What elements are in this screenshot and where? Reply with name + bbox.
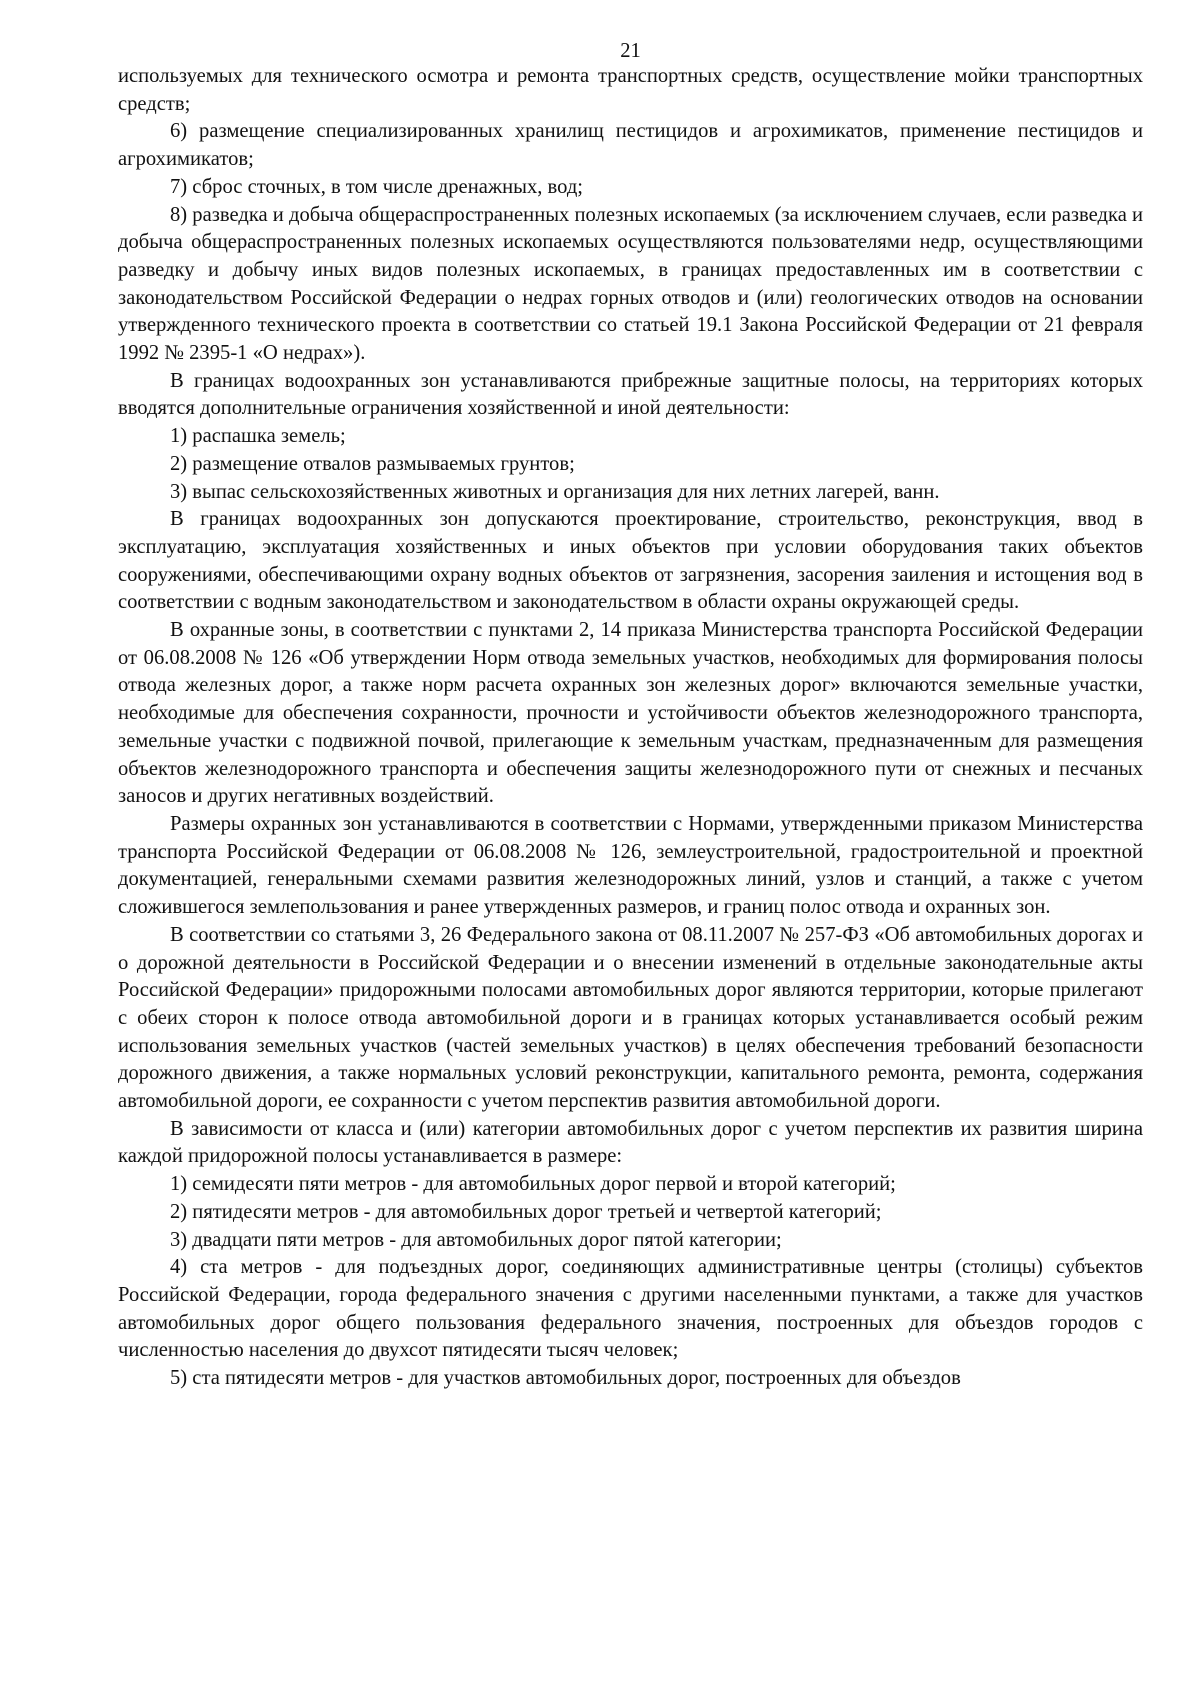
paragraph: 1) семидесяти пяти метров - для автомобильных дорог первой и второй категорий; <box>170 1173 896 1196</box>
paragraph: 4) ста метров - для подъездных дорог, соединяющих административные центры (столицы) субъектов Российской Федерации, города федерального значения с другими населенными пунктами, а также для участков автомобильных дорог общего пользования федерального значения, построенных для объездов городов с численностью населения до двухсот пятидесяти тысяч человек; <box>118 1256 1143 1362</box>
paragraph: В зависимости от класса и (или) категории автомобильных дорог с учетом перспектив их развития ширина каждой придорожной полосы устанавливается в размере: <box>118 1117 1143 1168</box>
paragraph: Размеры охранных зон устанавливаются в соответствии с Нормами, утвержденными приказом Министерства транспорта Российской Федерации от 06.08.2008 № 126, землеустроительной, градостроительной и проектной документацией, генеральными схемами развития железнодорожных линий, узлов и станций, а также с учетом сложившегося землепользования и ранее утвержденных размеров, и границ полос отвода и охранных зон. <box>118 812 1143 919</box>
paragraph: 3) двадцати пяти метров - для автомобильных дорог пятой категории; <box>170 1228 782 1251</box>
document-page <box>118 38 1143 1393</box>
document-body <box>118 63 1143 1393</box>
paragraph: 2) пятидесяти метров - для автомобильных дорог третьей и четвертой категорий; <box>170 1200 882 1223</box>
paragraph: В охранные зоны, в соответствии с пунктами 2, 14 приказа Министерства транспорта Российской Федерации от 06.08.2008 № 126 «Об утверждении Норм отвода земельных участков, необходимых для формирования полосы отвода железных дорог, а также норм расчета охранных зон железных дорог» включаются земельные участки, необходимые для обеспечения сохранности, прочности и устойчивости объектов железнодорожного транспорта, земельные участки с подвижной почвой, прилегающие к земельным участкам, предназначенным для размещения объектов железнодорожного транспорта и обеспечения защиты железнодорожного пути от снежных и песчаных заносов и других негативных воздействий. <box>118 619 1143 808</box>
paragraph: 2) размещение отвалов размываемых грунтов; <box>170 452 575 475</box>
paragraph: В границах водоохранных зон устанавливаются прибрежные защитные полосы, на территориях которых вводятся дополнительные ограничения хозяйственной и иной деятельности: <box>118 369 1143 420</box>
paragraph: В границах водоохранных зон допускаются проектирование, строительство, реконструкция, ввод в эксплуатацию, эксплуатация хозяйственных и иных объектов при условии оборудования таких объектов сооружениями, обеспечивающими охрану водных объектов от загрязнения, засорения заиления и истощения вод в соответствии с водным законодательством и законодательством в области охраны окружающей среды. <box>118 508 1143 614</box>
paragraph: используемых для технического осмотра и ремонта транспортных средств, осуществление мойки транспортных средств; <box>118 65 1143 115</box>
paragraph: 1) распашка земель; <box>170 425 346 448</box>
paragraph: 7) сброс сточных, в том числе дренажных, вод; <box>170 175 584 198</box>
paragraph: 3) выпас сельскохозяйственных животных и организация для них летних лагерей, ванн. <box>170 480 940 503</box>
page-number: 21 <box>620 40 641 62</box>
paragraph: В соответствии со статьями 3, 26 Федерального закона от 08.11.2007 № 257-ФЗ «Об автомобильных дорогах и о дорожной деятельности в Российской Федерации и о внесении изменений в отдельные законодательные акты Российской Федерации» придорожными полосами автомобильных дорог являются территории, которые прилегают с обеих сторон к полосе отвода автомобильной дороги и в границах которых устанавливается особый режим использования земельных участков (частей земельных участков) в целях обеспечения требований безопасности дорожного движения, а также нормальных условий реконструкции, капитального ремонта, ремонта, содержания автомобильной дороги, ее сохранности с учетом перспектив развития автомобильной дороги. <box>118 923 1143 1113</box>
paragraph: 8) разведка и добыча общераспространенных полезных ископаемых (за исключением случаев, если разведка и добыча общераспространенных полезных ископаемых осуществляются пользователями недр, осуществляющими разведку и добычу иных видов полезных ископаемых, в границах предоставленных им в соответствии с законодательством Российской Федерации о недрах горных отводов и (или) геологических отводов на основании утвержденного технического проекта в соответствии со статьей 19.1 Закона Российской Федерации от 21 февраля 1992 № 2395-1 «О недрах»). <box>118 203 1144 365</box>
paragraph: 6) размещение специализированных хранилищ пестицидов и агрохимикатов, применение пестицидов и агрохимикатов; <box>118 120 1143 171</box>
paragraph: 5) ста пятидесяти метров - для участков автомобильных дорог, построенных для объездов <box>170 1367 961 1390</box>
